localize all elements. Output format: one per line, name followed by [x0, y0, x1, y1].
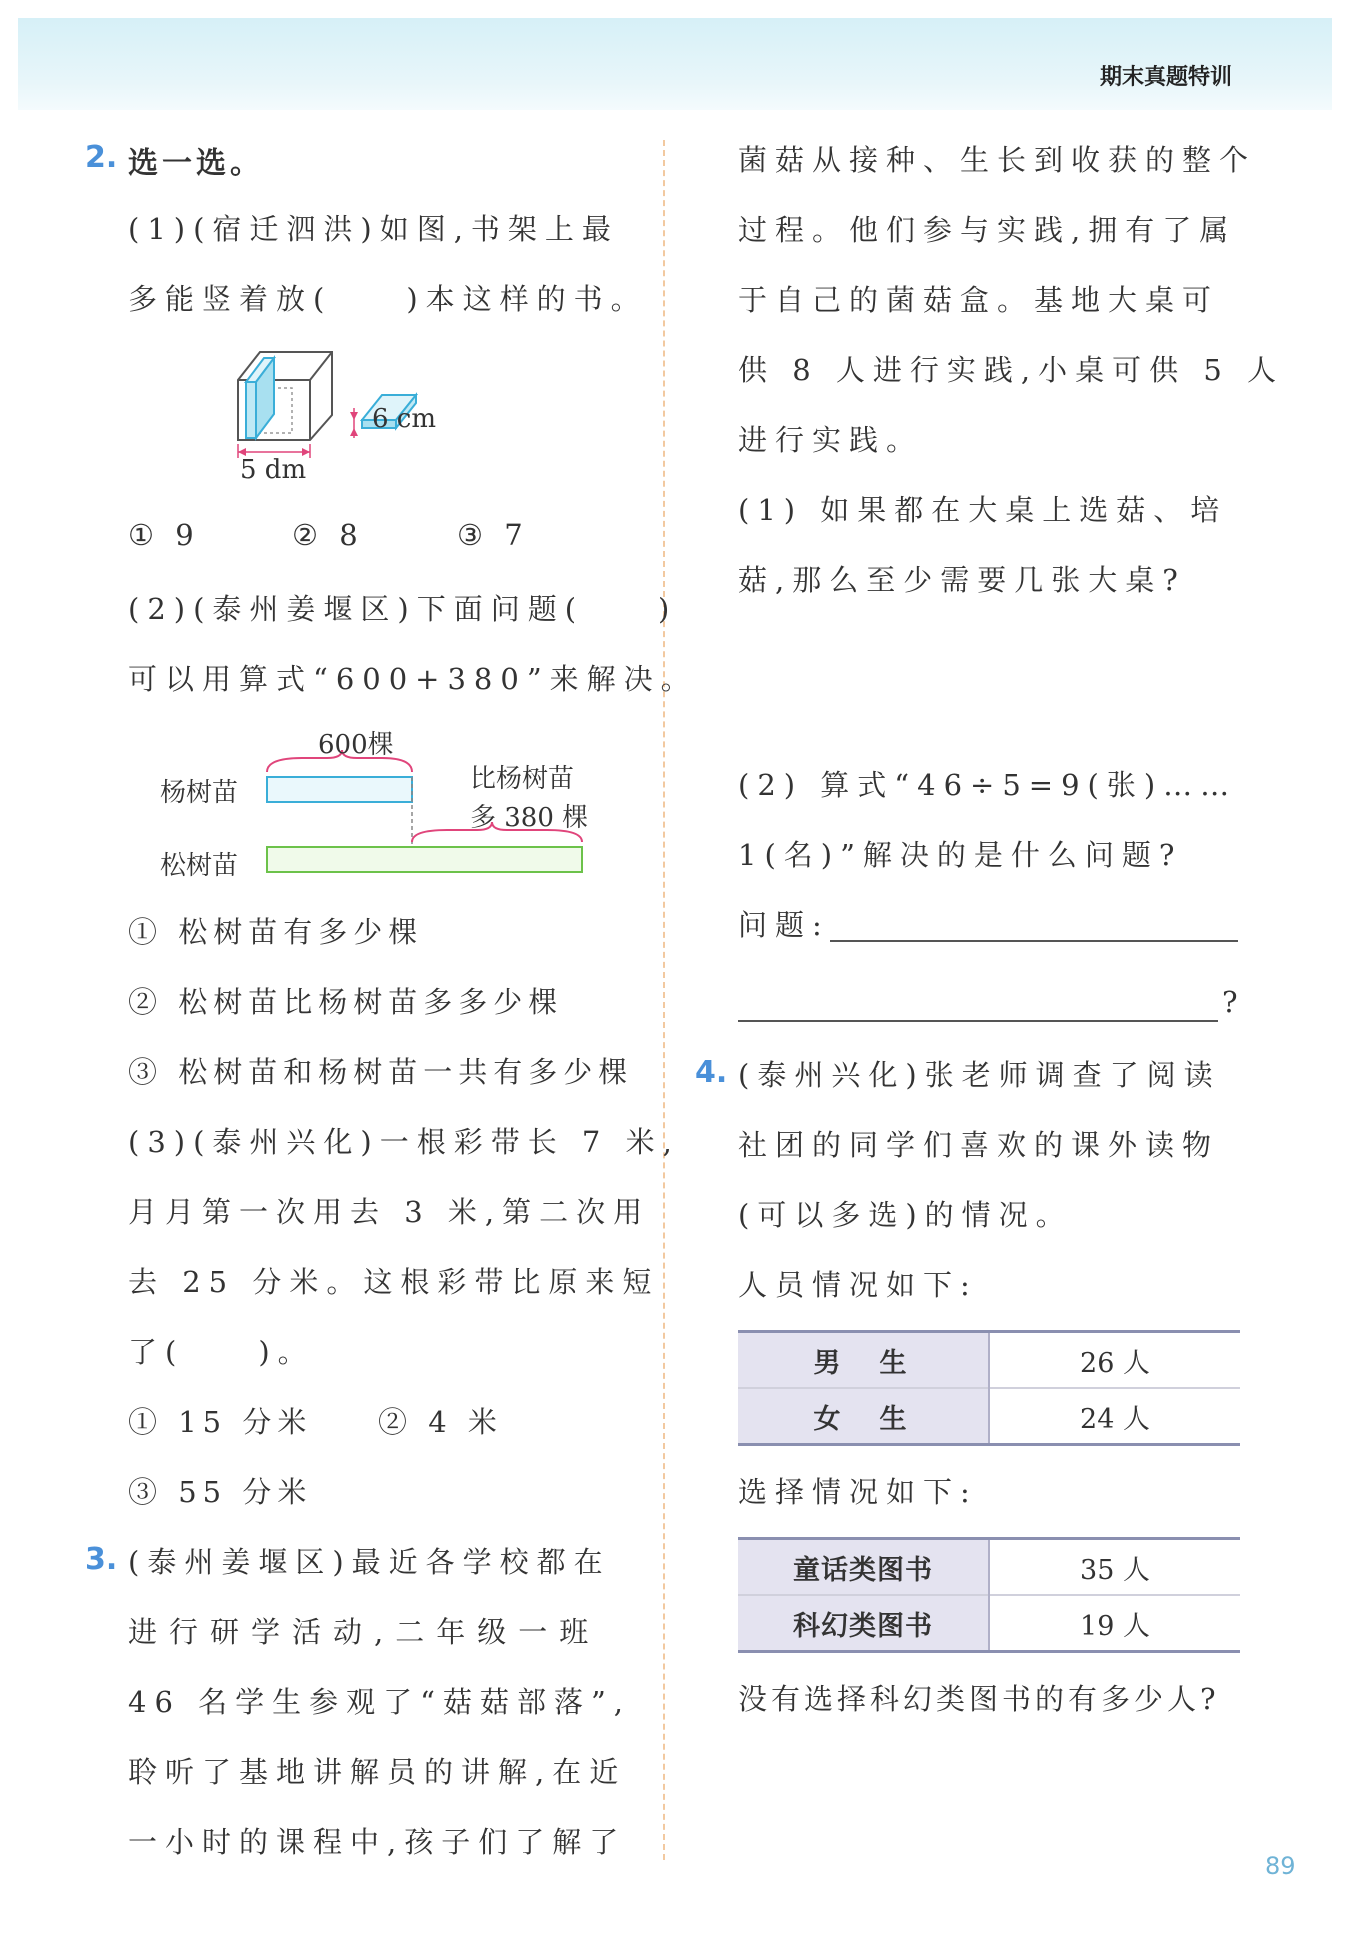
q3-line4: 聆听了基地讲解员的讲解,在近	[128, 1755, 627, 1789]
q3-line1: (泰州姜堰区)最近各学校都在	[128, 1545, 611, 1579]
q2-3-option-1: ① 15 分米	[128, 1405, 313, 1439]
q3-cont-line3: 于自己的菌菇盒。基地大桌可	[738, 283, 1220, 317]
q2-3-option-3: ③ 55 分米	[128, 1475, 313, 1509]
q2-1-option-2: ② 8	[292, 518, 364, 552]
section-title: 期末真题特训	[1099, 65, 1232, 90]
q3-line3: 46 名学生参观了“菇菇部落”,	[128, 1685, 631, 1719]
question-2-number: 2.	[85, 140, 118, 175]
question-label: 问题:	[738, 908, 830, 942]
people-table	[738, 1330, 1240, 1446]
choice-label: 选择情况如下:	[738, 1475, 978, 1509]
q3-1-line2: 菇,那么至少需要几张大桌?	[738, 563, 1186, 597]
q2-2-line1: (2)(泰州姜堰区)下面问题( )	[128, 592, 678, 626]
q2-2-option-1: ① 松树苗有多少棵	[128, 915, 424, 949]
table-row	[738, 1595, 1240, 1652]
choice-table	[738, 1537, 1240, 1653]
q2-3-line2: 月月第一次用去 3 米,第二次用	[128, 1195, 651, 1229]
people-row-value: 26 人	[1080, 1347, 1150, 1379]
q3-cont-line1: 菌菇从接种、生长到收获的整个	[738, 143, 1257, 177]
q2-2-option-3: ③ 松树苗和杨树苗一共有多少棵	[128, 1055, 634, 1089]
pine-label: 松树苗	[160, 851, 239, 881]
q2-2-option-2: ② 松树苗比杨树苗多多少棵	[128, 985, 564, 1019]
q2-1-line1: (1)(宿迁泗洪)如图,书架上最	[128, 212, 619, 246]
q2-3-option-2: ② 4 米	[378, 1405, 503, 1439]
table-row	[738, 1332, 1240, 1389]
thickness-label: 6 cm	[372, 404, 437, 434]
question-3-number: 3.	[85, 1542, 118, 1577]
table-row	[738, 1539, 1240, 1596]
table-row	[738, 1388, 1240, 1445]
column-divider	[663, 140, 665, 1860]
answer-line-1[interactable]	[830, 940, 1238, 942]
poplar-count-label: 600棵	[318, 730, 394, 760]
width-label: 5 dm	[240, 455, 307, 485]
question-end-mark: ?	[1222, 985, 1246, 1019]
q2-3-line4: 了( )。	[128, 1335, 315, 1369]
difference-label-2: 多 380 棵	[470, 803, 589, 833]
people-row-value: 24 人	[989, 1388, 1240, 1445]
q2-3-line1: (3)(泰州兴化)一根彩带长 7 米,	[128, 1125, 680, 1159]
q2-1-option-1: ① 9	[128, 518, 200, 552]
q3-line2: 进行研学活动,二年级一班	[128, 1615, 601, 1649]
question-2-title: 选一选。	[128, 146, 264, 181]
q3-cont-line5: 进行实践。	[738, 423, 924, 457]
people-label: 人员情况如下:	[738, 1268, 978, 1302]
q3-1-line1: (1) 如果都在大桌上选菇、培	[738, 493, 1228, 527]
q2-3-line3: 去 25 分米。这根彩带比原来短	[128, 1265, 660, 1299]
q3-cont-line4: 供 8 人进行实践,小桌可供 5 人	[738, 353, 1284, 387]
difference-label-1: 比杨树苗	[470, 764, 575, 794]
q2-1-line2: 多能竖着放( )本这样的书。	[128, 282, 648, 316]
people-row-label: 男 生	[738, 1332, 989, 1389]
q3-line5: 一小时的课程中,孩子们了解了	[128, 1825, 627, 1859]
q3-2-line2: 1(名)”解决的是什么问题?	[738, 838, 1183, 872]
choice-row-label: 童话类图书	[738, 1539, 989, 1596]
q4-line1: (泰州兴化)张老师调查了阅读	[738, 1058, 1221, 1092]
q2-2-line2: 可以用算式“600+380”来解决。	[128, 662, 698, 696]
q4-question: 没有选择科幻类图书的有多少人?	[738, 1682, 1220, 1716]
choice-row-label: 科幻类图书	[738, 1595, 989, 1652]
poplar-label: 杨树苗	[160, 778, 239, 808]
page-number: 89	[1265, 1852, 1296, 1880]
q3-cont-line2: 过程。他们参与实践,拥有了属	[738, 213, 1237, 247]
q4-line2: 社团的同学们喜欢的课外读物	[738, 1128, 1220, 1162]
q3-2-line1: (2) 算式“46÷5=9(张)……	[738, 768, 1238, 802]
choice-row-value: 35 人	[1080, 1554, 1150, 1586]
question-4-number: 4.	[695, 1055, 728, 1090]
q4-line3: (可以多选)的情况。	[738, 1198, 1073, 1232]
q2-1-option-3: ③ 7	[457, 518, 529, 552]
answer-line-2[interactable]	[738, 1020, 1218, 1022]
people-row-label: 女 生	[738, 1388, 989, 1445]
choice-row-value: 19 人	[989, 1595, 1240, 1652]
